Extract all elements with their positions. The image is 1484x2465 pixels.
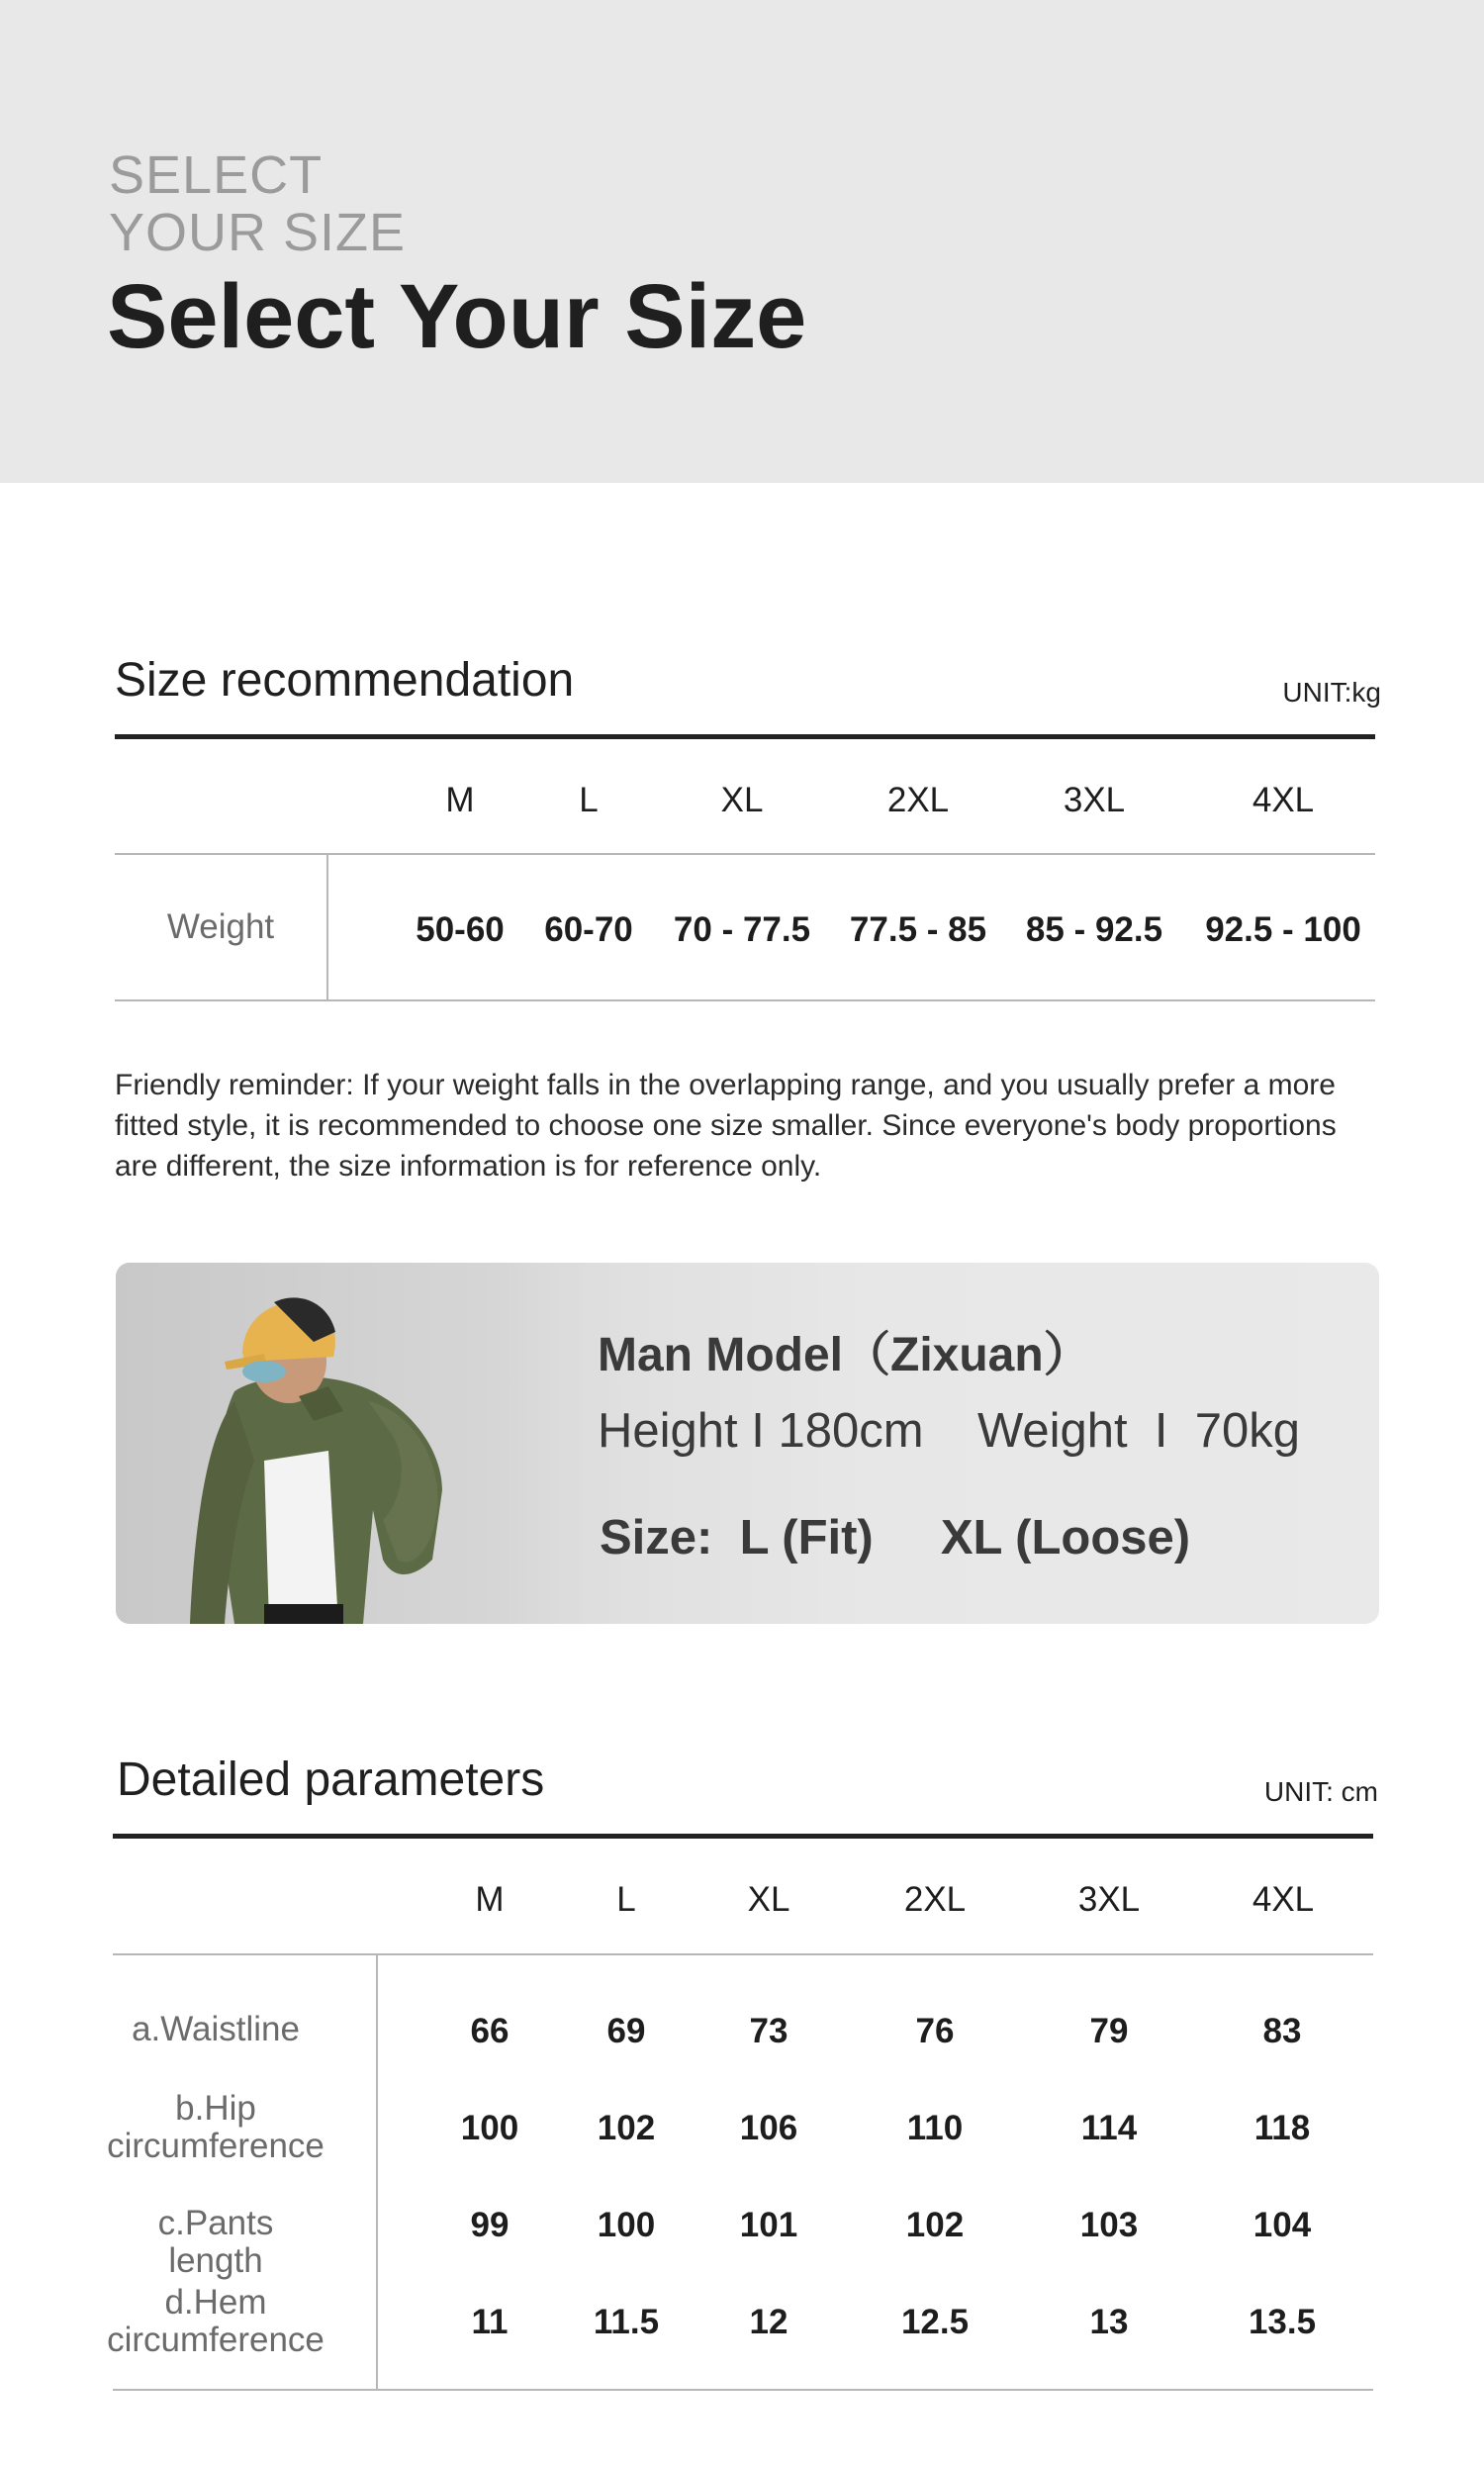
param-value: 101 — [739, 2206, 798, 2244]
model-size: Size: L (Fit) XL (Loose) — [600, 1511, 1191, 1564]
size-header-2xl: 2XL — [886, 781, 950, 819]
detailed-parameters-title: Detailed parameters — [117, 1754, 545, 1806]
param-value: 69 — [606, 2012, 646, 2050]
param-header-4xl: 4XL — [1252, 1880, 1315, 1919]
weight-value-4xl: 92.5 - 100 — [1205, 910, 1361, 949]
params-table-top-rule — [113, 1834, 1373, 1839]
param-value: 114 — [1080, 2109, 1138, 2147]
size-header-l: L — [579, 781, 599, 819]
size-header-m: M — [445, 781, 475, 819]
table-column-divider — [326, 855, 328, 1001]
param-value: 102 — [597, 2109, 656, 2147]
param-label-waistline-line1: a.Waistline — [132, 2010, 300, 2048]
param-header-xl: XL — [747, 1880, 790, 1919]
param-value: 118 — [1253, 2109, 1311, 2147]
length-unit-label: UNIT: cm — [1263, 1776, 1378, 1807]
weight-value-2xl: 77.5 - 85 — [849, 910, 987, 949]
param-label-hip-line2: circumference — [107, 2127, 325, 2165]
param-value: 79 — [1089, 2012, 1129, 2050]
param-header-l: L — [616, 1880, 636, 1919]
model-photo — [116, 1263, 670, 1624]
param-value: 13 — [1089, 2303, 1129, 2341]
param-header-m: M — [475, 1880, 505, 1919]
param-value: 13.5 — [1248, 2303, 1317, 2341]
model-stats: Height I 180cm Weight I 70kg — [598, 1404, 1300, 1458]
table-header-rule — [115, 853, 1375, 855]
param-value: 11 — [471, 2303, 509, 2341]
weight-row-label: Weight — [166, 907, 275, 946]
size-recommendation-title: Size recommendation — [115, 654, 575, 707]
param-value: 11.5 — [593, 2303, 660, 2341]
param-value: 12.5 — [900, 2303, 970, 2341]
eyebrow-text — [109, 146, 406, 261]
param-value: 76 — [915, 2012, 955, 2050]
param-value: 12 — [749, 2303, 788, 2341]
weight-value-l: 60-70 — [544, 910, 633, 949]
param-value: 102 — [905, 2206, 965, 2244]
param-value: 66 — [470, 2012, 510, 2050]
param-label-hip-line1: b.Hip — [175, 2089, 256, 2128]
param-value: 100 — [460, 2109, 519, 2147]
param-label-hem — [107, 2284, 325, 2359]
eyebrow-line-2: YOUR SIZE — [109, 203, 407, 262]
param-label-hem-line2: circumference — [107, 2321, 325, 2359]
param-value: 106 — [739, 2109, 798, 2147]
param-value: 99 — [470, 2206, 510, 2244]
weight-value-m: 50-60 — [416, 910, 505, 949]
param-label-hip — [107, 2090, 325, 2165]
params-column-divider — [376, 1955, 378, 2391]
param-value: 83 — [1262, 2012, 1302, 2050]
param-value: 110 — [906, 2109, 964, 2147]
weight-value-3xl: 85 - 92.5 — [1025, 910, 1163, 949]
size-header-4xl: 4XL — [1252, 781, 1315, 819]
param-value: 103 — [1079, 2206, 1139, 2244]
weight-unit-label: UNIT:kg — [1282, 677, 1381, 708]
params-table-bottom-rule — [113, 2389, 1373, 2391]
eyebrow-line-1: SELECT — [109, 145, 324, 205]
model-name: Man Model（Zixuan） — [598, 1329, 1091, 1381]
param-label-pants-length — [107, 2205, 325, 2280]
size-header-xl: XL — [720, 781, 764, 819]
param-label-waistline — [107, 2011, 325, 2048]
weight-value-xl: 70 - 77.5 — [673, 910, 811, 949]
param-header-2xl: 2XL — [903, 1880, 967, 1919]
header-banner — [0, 0, 1484, 483]
params-header-rule — [113, 1953, 1373, 1955]
fit-reminder-text: Friendly reminder: If your weight falls in the overlapping range, and you usually prefer a more fitted style, it is recommended to choose one size smaller. Since everyone's body proportions are different, the size information is for reference only. — [115, 1069, 1337, 1183]
table-bottom-rule — [115, 999, 1375, 1001]
param-value: 100 — [597, 2206, 656, 2244]
param-label-pants-length-line1: c.Pants length — [157, 2204, 274, 2280]
size-header-3xl: 3XL — [1063, 781, 1126, 819]
param-value: 104 — [1252, 2206, 1312, 2244]
table-top-rule — [115, 734, 1375, 739]
param-value: 73 — [749, 2012, 788, 2050]
param-header-3xl: 3XL — [1077, 1880, 1141, 1919]
page-title: Select Your Size — [107, 266, 807, 367]
param-label-hem-line1: d.Hem — [164, 2283, 267, 2322]
